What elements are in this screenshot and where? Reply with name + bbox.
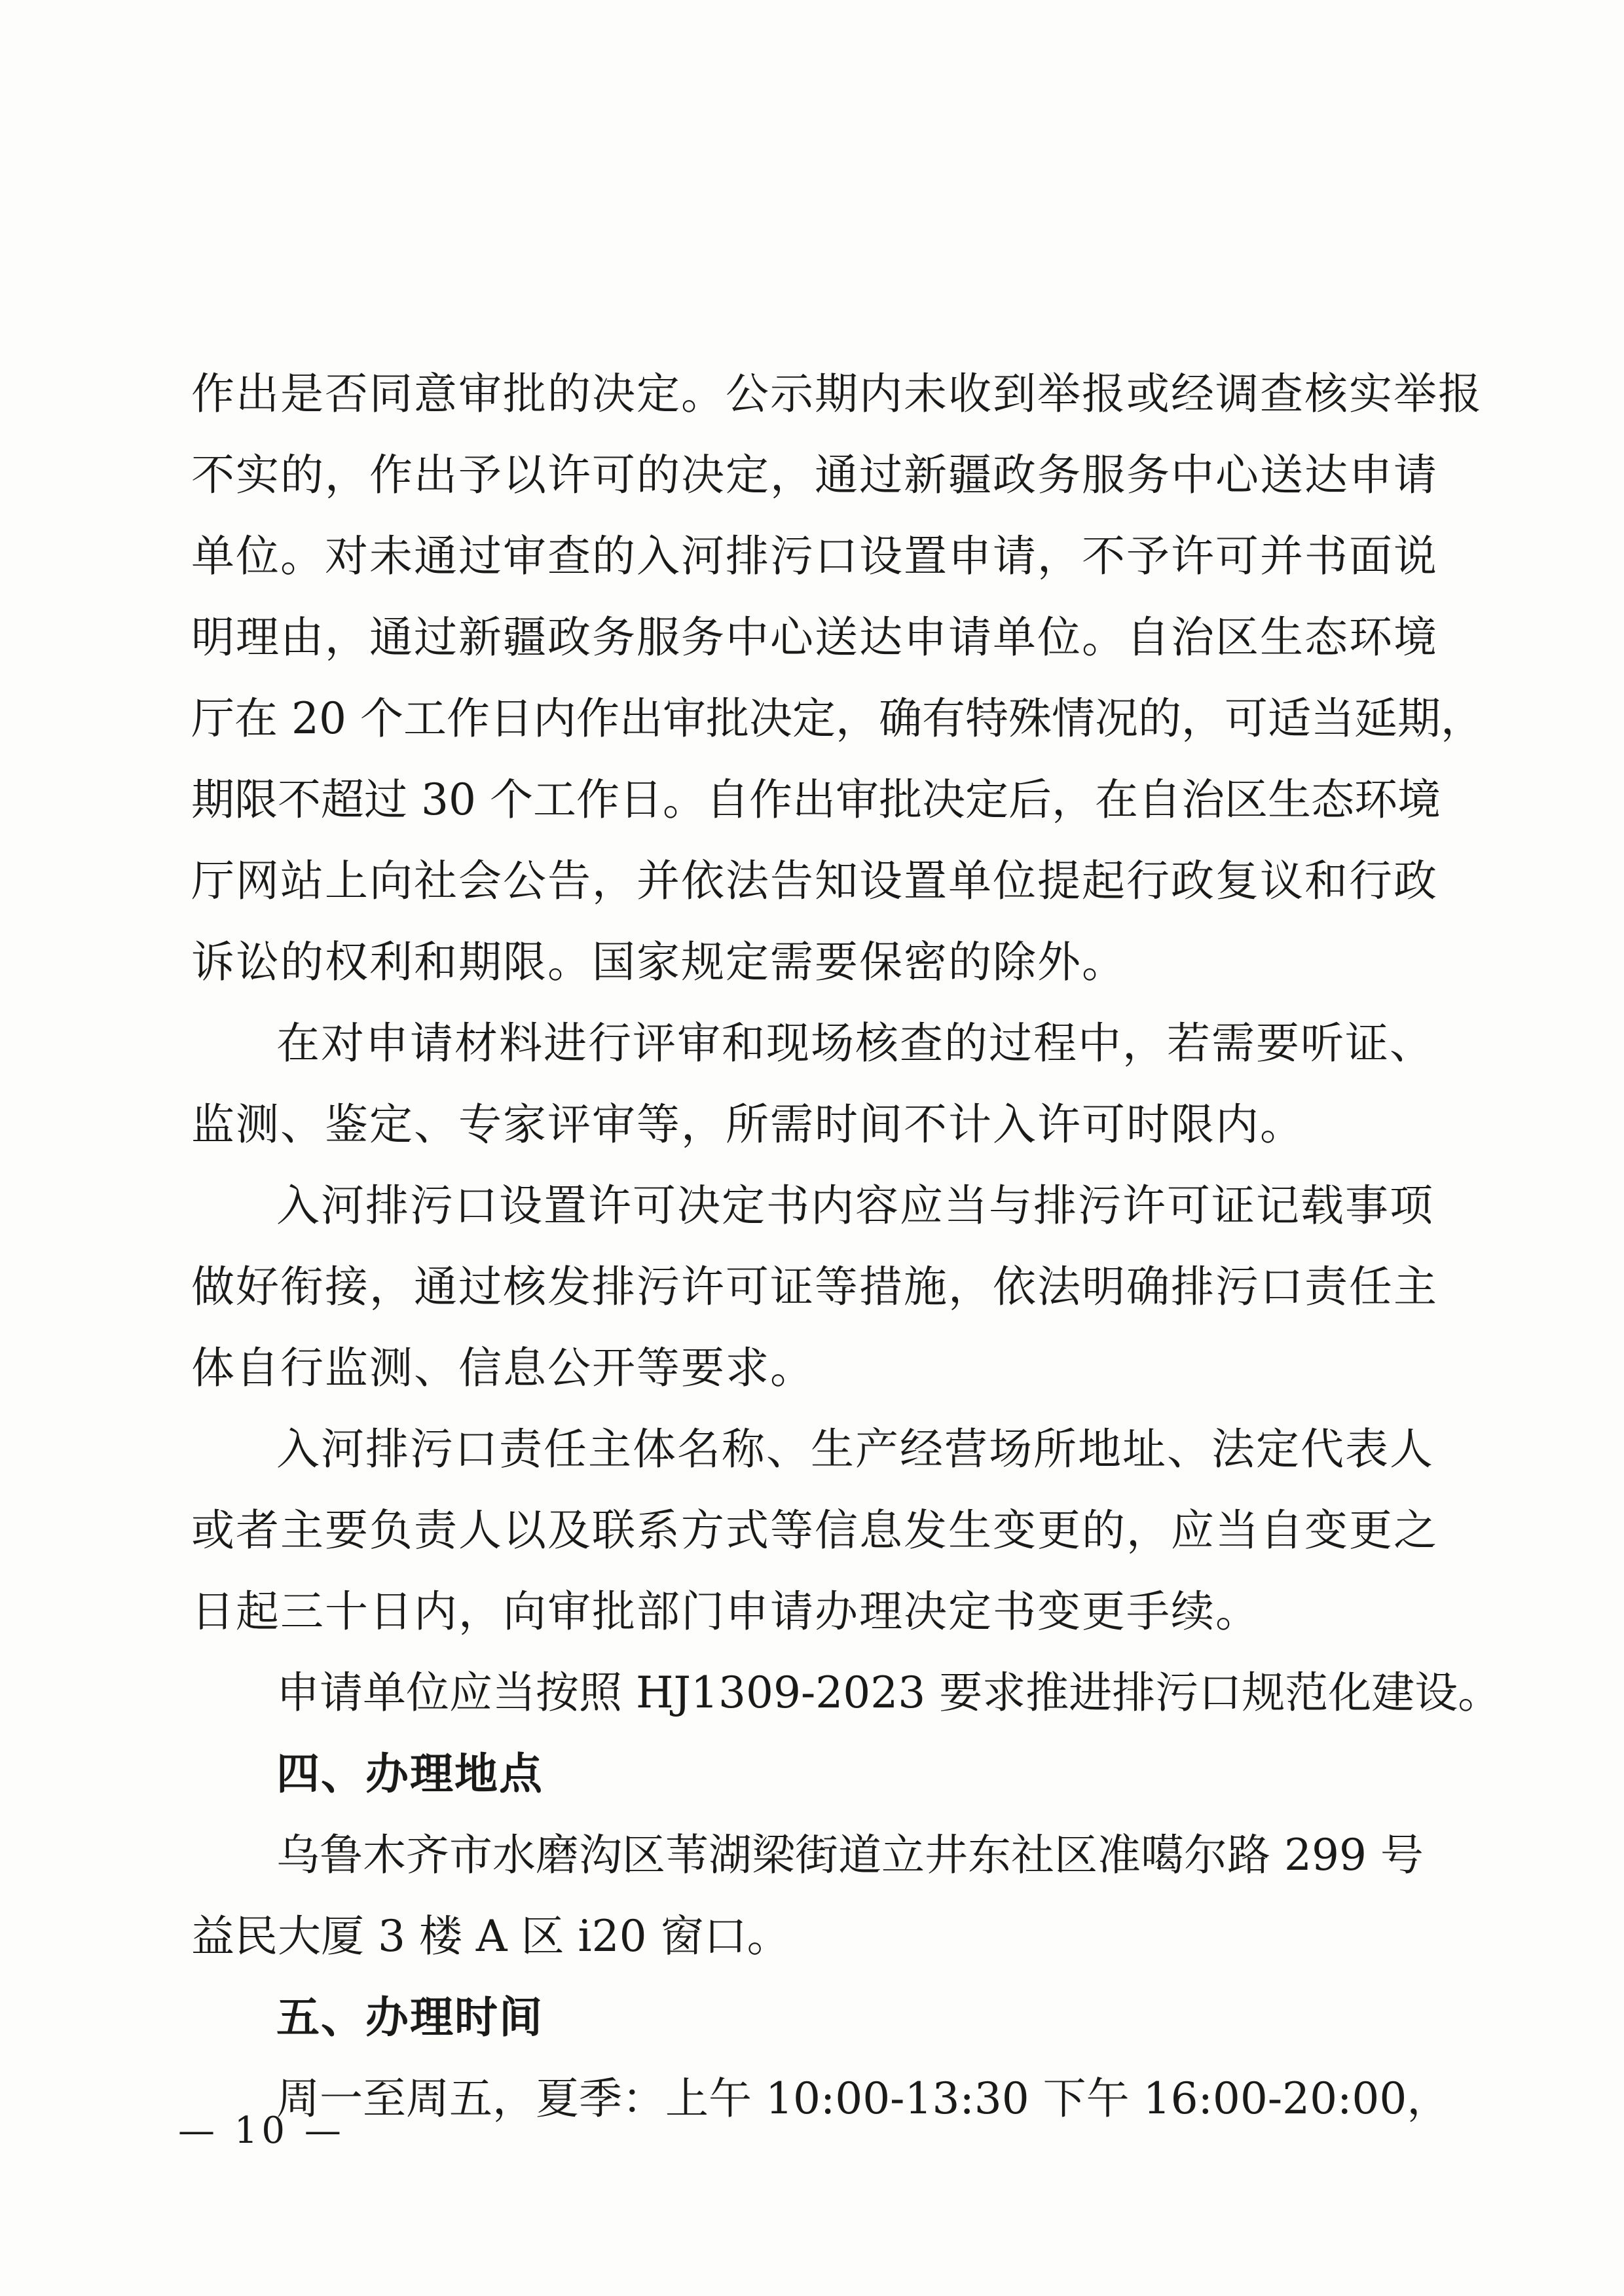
paragraph-line: 或者主要负责人以及联系方式等信息发生变更的，应当自变更之 [191,1505,1438,1556]
paragraph-line: 厅在 20 个工作日内作出审批决定，确有特殊情况的，可适当延期， [191,693,1484,744]
paragraph-line: 期限不超过 30 个工作日。自作出审批决定后，在自治区生态环境 [191,774,1441,825]
paragraph-line: 明理由，通过新疆政务服务中心送达申请单位。自治区生态环境 [191,612,1438,663]
section-heading: 五、办理时间 [276,1992,544,2043]
paragraph-line: 入河排污口设置许可决定书内容应当与排污许可证记载事项 [276,1180,1434,1231]
paragraph-line: 做好衔接，通过核发排污许可证等措施，依法明确排污口责任主 [191,1262,1438,1312]
paragraph-line: 申请单位应当按照 HJ1309-2023 要求推进排污口规范化建设。 [276,1667,1502,1718]
paragraph-line: 单位。对未通过审查的入河排污口设置申请，不予许可并书面说 [191,531,1438,581]
paragraph-line: 监测、鉴定、专家评审等，所需时间不计入许可时限内。 [191,1099,1304,1150]
body-text [191,354,1502,2140]
paragraph-line: 乌鲁木齐市水磨沟区苇湖梁街道立井东社区准噶尔路 299 号 [276,1830,1424,1880]
paragraph-line: 不实的，作出予以许可的决定，通过新疆政务服务中心送达申请 [191,450,1438,500]
paragraph-line: 益民大厦 3 楼 A 区 i20 窗口。 [191,1911,790,1961]
paragraph-line: 作出是否同意审批的决定。公示期内未收到举报或经调查核实举报 [191,369,1483,419]
paragraph-line: 体自行监测、信息公开等要求。 [191,1343,815,1393]
page-number: — 10 — [178,2109,345,2152]
section-heading: 四、办理地点 [276,1749,544,1799]
paragraph-line: 入河排污口责任主体名称、生产经营场所地址、法定代表人 [276,1424,1434,1474]
paragraph-line: 在对申请材料进行评审和现场核查的过程中，若需要听证、 [276,1018,1434,1068]
paragraph-line: 厅网站上向社会公告，并依法告知设置单位提起行政复议和行政 [191,856,1438,906]
paragraph-line: 日起三十日内，向审批部门申请办理决定书变更手续。 [191,1586,1260,1637]
paragraph-line: 诉讼的权利和期限。国家规定需要保密的除外。 [191,937,1126,987]
paragraph-line: 周一至周五，夏季：上午 10:00-13:30 下午 16:00-20:00， [276,2073,1450,2124]
